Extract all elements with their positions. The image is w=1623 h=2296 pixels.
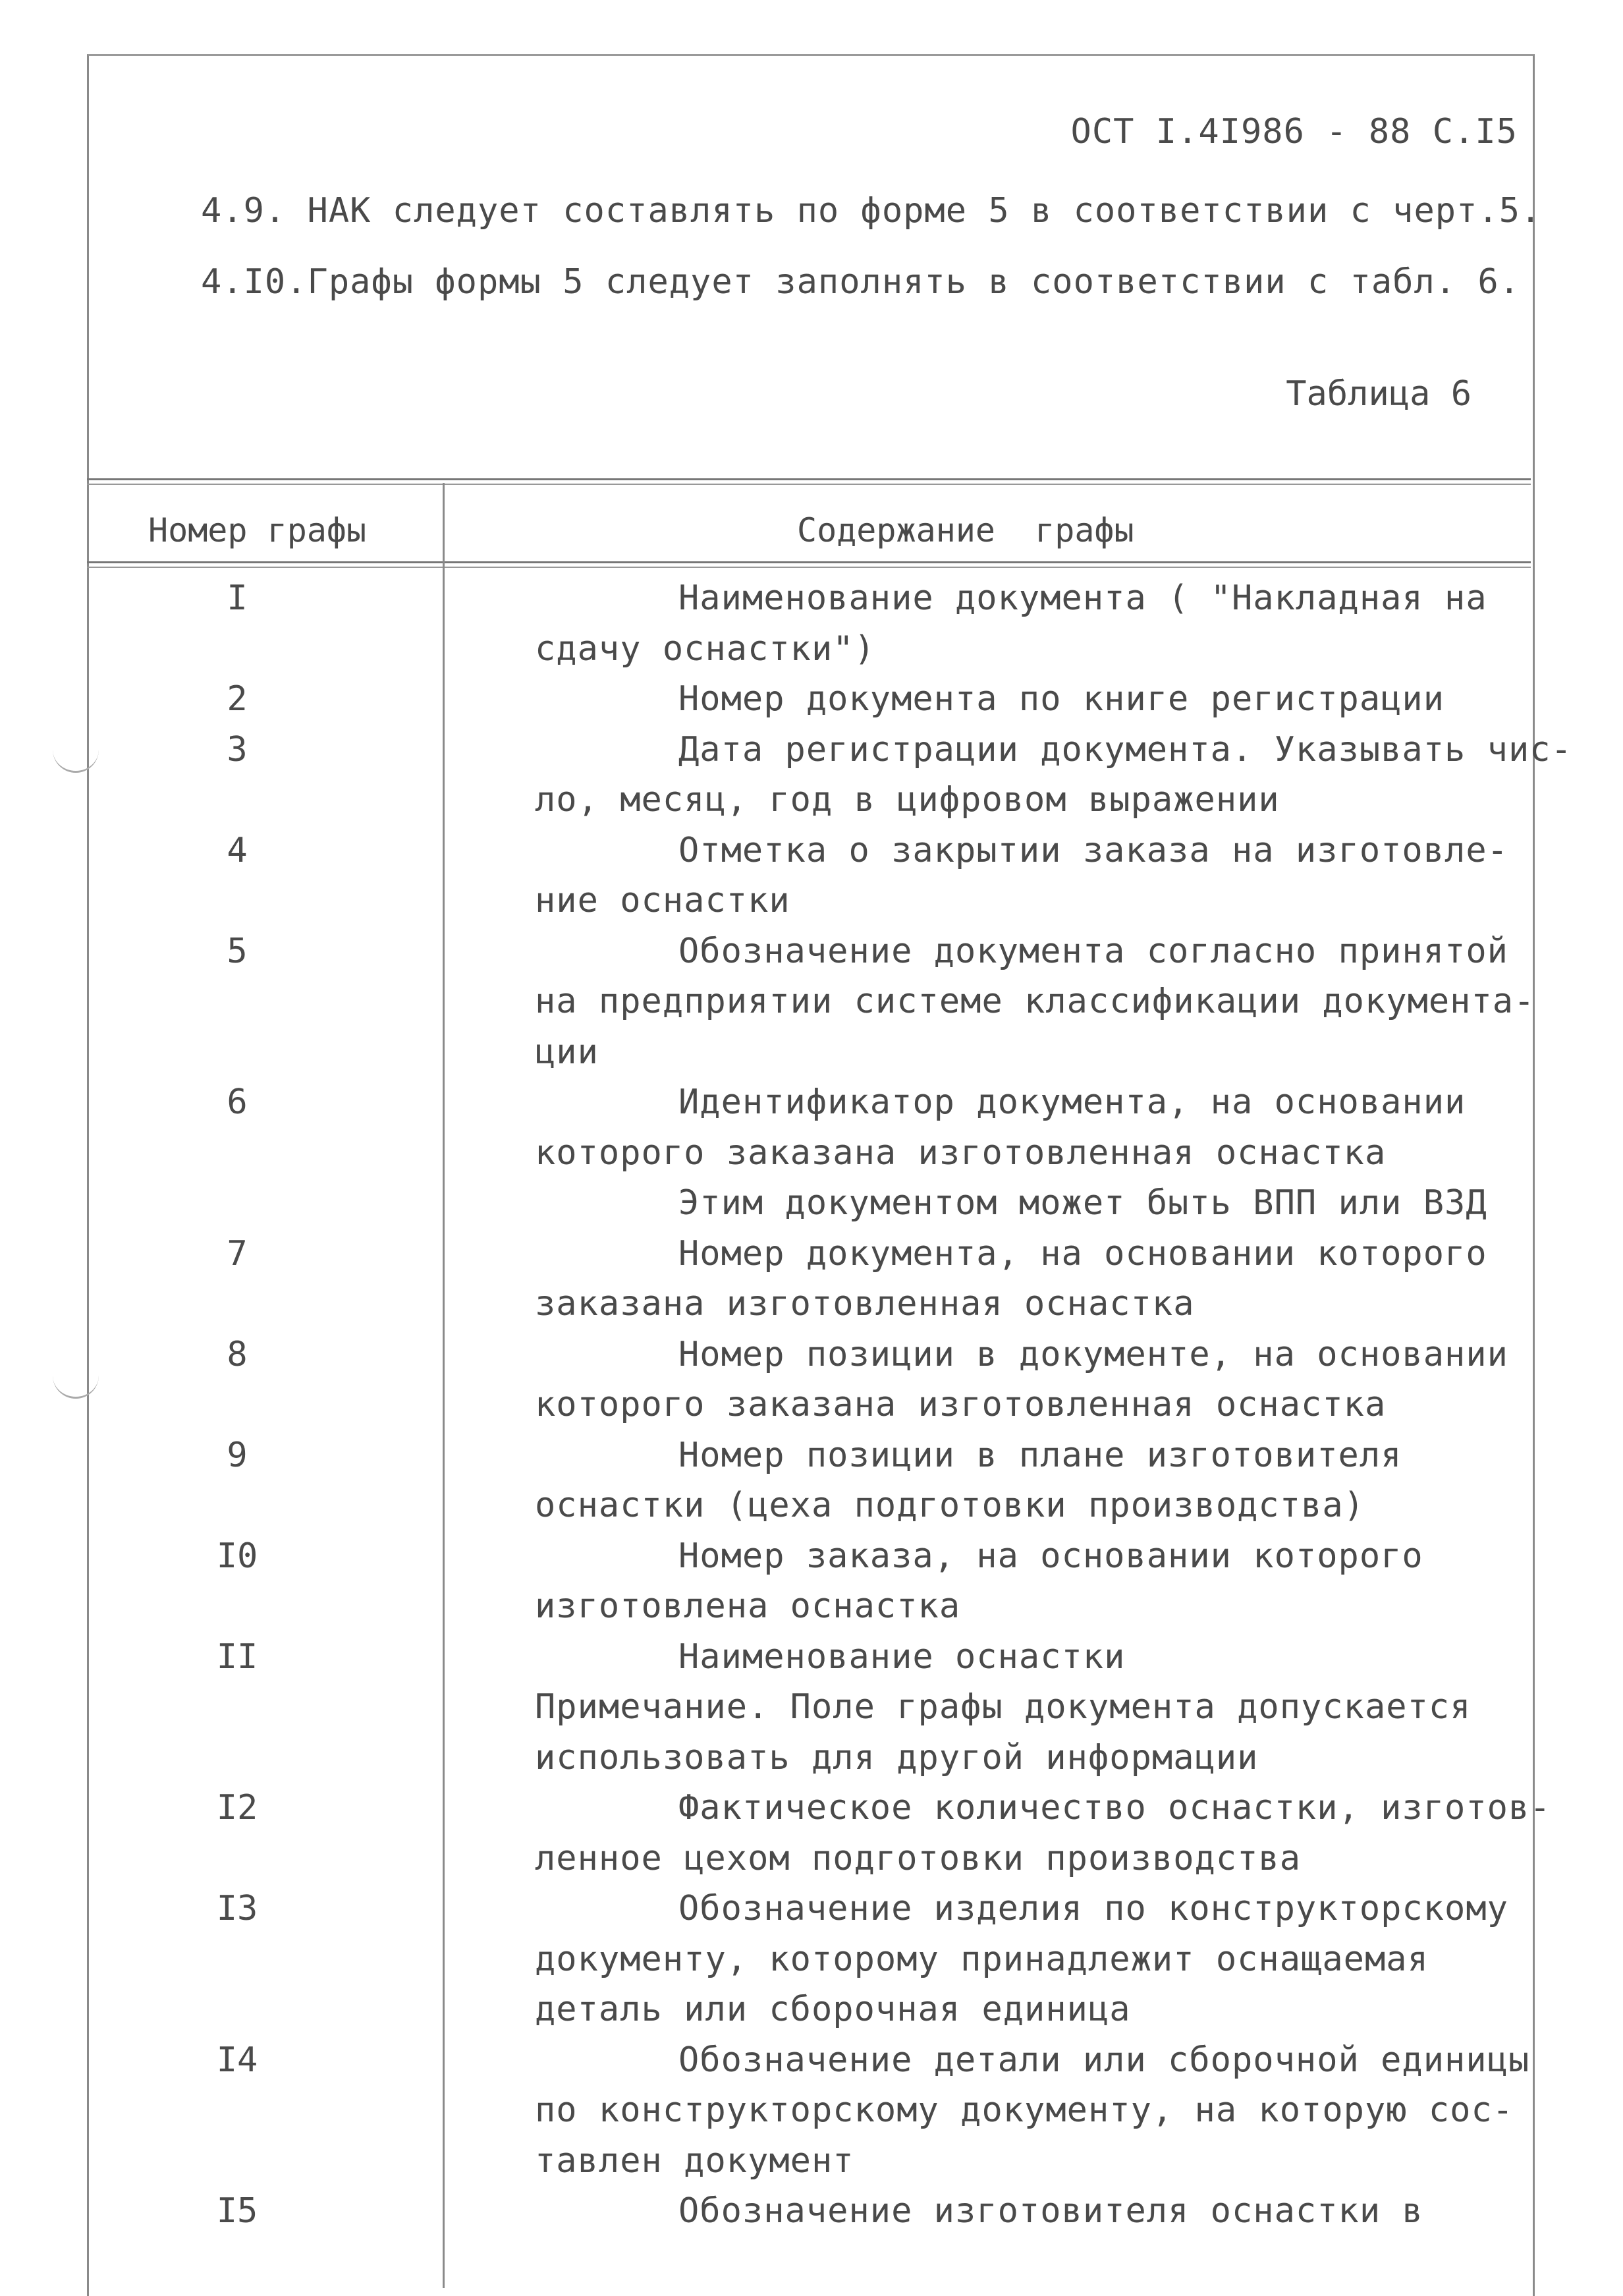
table-caption: Таблица 6 [1286, 374, 1472, 414]
table-row-text: Обозначение документа согласно принятой [678, 931, 1508, 971]
paragraph-4-10: 4.I0.Графы формы 5 следует заполнять в соответствии с табл. 6. [201, 262, 1521, 302]
table-header-number: Номер графы [148, 511, 367, 549]
table-row-number: 6 [227, 1082, 248, 1122]
table-row-text: тавлен документ [535, 2141, 854, 2181]
table-header-rule [87, 561, 1531, 568]
table-row-text: изготовлена оснастка [535, 1586, 961, 1626]
table-row-number: I [227, 578, 248, 618]
table-row-text: сдачу оснастки") [535, 629, 875, 669]
table-row-number: I5 [216, 2191, 258, 2231]
table-row-text: ние оснастки [535, 881, 790, 920]
table-row-text: Наименование оснастки [678, 1637, 1126, 1677]
table-row-number: I2 [216, 1788, 258, 1828]
table-row-text: Обозначение изделия по конструкторскому [678, 1889, 1508, 1928]
table-row-text: Этим документом может быть ВПП или ВЗД [678, 1183, 1487, 1223]
table-column-divider [443, 483, 445, 2288]
table-row-text: которого заказана изготовленная оснастка [535, 1385, 1387, 1424]
table-row-text: по конструкторскому документу, на которую сос- [535, 2090, 1514, 2130]
table-row-number: 2 [227, 679, 248, 719]
table-row-number: 5 [227, 931, 248, 971]
table-row-number: I0 [216, 1536, 258, 1576]
table-row-text: заказана изготовленная оснастка [535, 1284, 1195, 1324]
table-row-text: Обозначение изготовителя оснастки в [678, 2191, 1423, 2231]
table-row-text: оснастки (цеха подготовки производства) [535, 1486, 1365, 1525]
table-row-text: Номер документа по книге регистрации [678, 679, 1445, 719]
table-row-number: I4 [216, 2040, 258, 2080]
table-row-number: I3 [216, 1889, 258, 1928]
table-row-text: ции [535, 1032, 599, 1072]
document-code: ОСТ I.4I986 - 88 С.I5 [1070, 112, 1518, 152]
table-row-text: Номер заказа, на основании которого [678, 1536, 1423, 1576]
table-row-number: 3 [227, 729, 248, 770]
table-row-text: на предприятии системе классификации документа- [535, 982, 1535, 1021]
table-header-content: Содержание графы [797, 511, 1134, 549]
table-row-text: которого заказана изготовленная оснастка [535, 1133, 1387, 1173]
table-row-text: использовать для другой информации [535, 1737, 1259, 1778]
table-row-text: Наименование документа ( "Накладная на [678, 578, 1487, 618]
table-row-text: Идентификатор документа, на основании [678, 1082, 1466, 1122]
table-row-text: ло, месяц, год в цифровом выражении [535, 780, 1280, 820]
paragraph-4-9: 4.9. НАК следует составлять по форме 5 в соответствии с черт.5. [201, 191, 1542, 231]
table-row-text: Примечание. Поле графы документа допускается [535, 1687, 1472, 1727]
table-row-text: Номер позиции в плане изготовителя [678, 1435, 1402, 1475]
table-row-text: Обозначение детали или сборочной единицы [678, 2040, 1530, 2080]
table-row-text: Номер позиции в документе, на основании [678, 1334, 1508, 1374]
table-row-number: II [216, 1637, 258, 1677]
table-row-number: 9 [227, 1435, 248, 1475]
table-row-text: Фактическое количество оснастки, изготов- [678, 1788, 1551, 1828]
table-row-number: 4 [227, 830, 248, 870]
table-row-text: Дата регистрации документа. Указывать чис- [678, 729, 1572, 770]
table-row-text: ленное цехом подготовки производства [535, 1838, 1302, 1878]
table-row-text: Номер документа, на основании которого [678, 1233, 1487, 1274]
table-top-rule [87, 478, 1531, 485]
table-row-number: 7 [227, 1233, 248, 1274]
table-row-text: документу, которому принадлежит оснащаемая [535, 1939, 1429, 1979]
table-row-text: деталь или сборочная единица [535, 1990, 1131, 2029]
table-row-number: 8 [227, 1334, 248, 1374]
table-row-text: Отметка о закрытии заказа на изготовле- [678, 830, 1508, 870]
